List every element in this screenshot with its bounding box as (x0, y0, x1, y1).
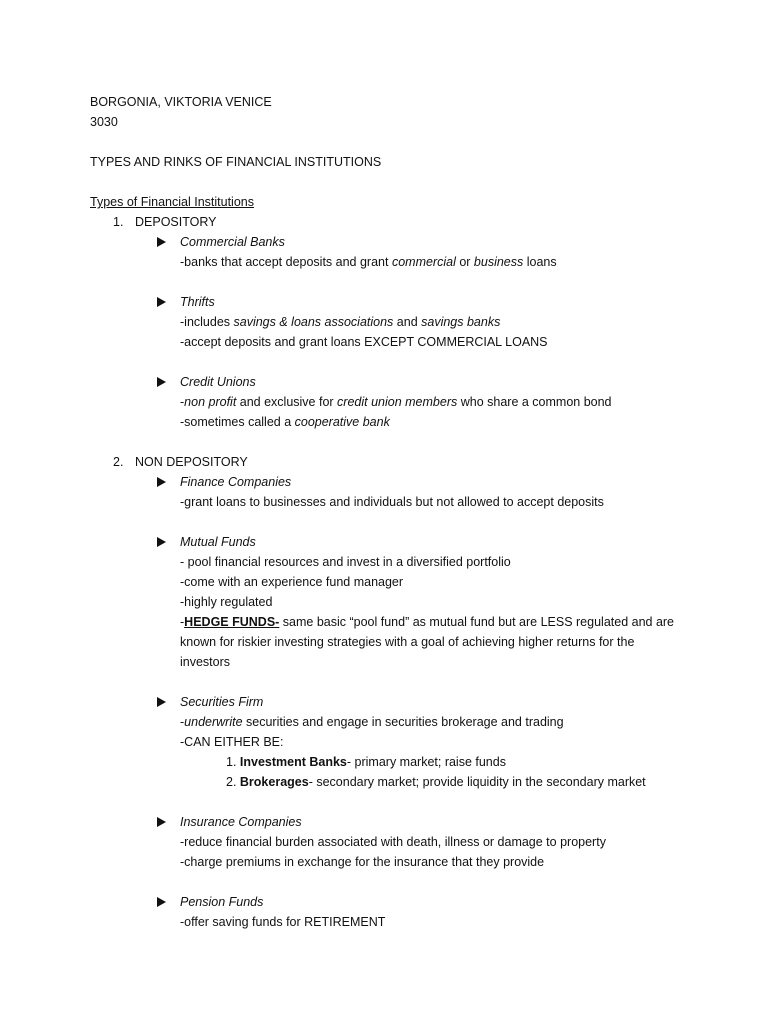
list-number: 2. (113, 455, 124, 469)
author-name: BORGONIA, VIKTORIA VENICE (90, 95, 272, 109)
item-title: Pension Funds (180, 895, 264, 909)
item-title: Securities Firm (180, 695, 264, 709)
bullet-arrow-icon (157, 294, 166, 310)
list-number: 1. (113, 215, 124, 229)
document-title: TYPES AND RINKS OF FINANCIAL INSTITUTIONS (90, 155, 382, 169)
item-title: Commercial Banks (180, 235, 285, 249)
item-description: -come with an experience fund manager (180, 575, 404, 589)
item-description: investors (180, 655, 231, 669)
item-description: -offer saving funds for RETIREMENT (180, 915, 386, 929)
item-description: -banks that accept deposits and grant commercial or business loans (180, 255, 557, 269)
bullet-arrow-icon (157, 894, 166, 910)
item-description: -highly regulated (180, 595, 273, 609)
section-heading: Types of Financial Institutions (90, 195, 254, 209)
sub-list-item: 1. Investment Banks- primary market; raise funds (226, 755, 506, 769)
item-description: known for riskier investing strategies with a goal of achieving higher returns for the (180, 635, 635, 649)
item-title: Credit Unions (180, 375, 256, 389)
bullet-arrow-icon (157, 694, 166, 710)
bullet-arrow-icon (157, 814, 166, 830)
item-description: -sometimes called a cooperative bank (180, 415, 390, 429)
item-description: -includes savings & loans associations and savings banks (180, 315, 501, 329)
item-description: -charge premiums in exchange for the insurance that they provide (180, 855, 545, 869)
category-label: DEPOSITORY (135, 215, 217, 229)
item-title: Thrifts (180, 295, 215, 309)
item-description: -CAN EITHER BE: (180, 735, 284, 749)
category-label: NON DEPOSITORY (135, 455, 248, 469)
bullet-arrow-icon (157, 534, 166, 550)
item-description: -reduce financial burden associated with death, illness or damage to property (180, 835, 606, 849)
section-number: 3030 (90, 115, 118, 129)
item-description: -HEDGE FUNDS- same basic “pool fund” as mutual fund but are LESS regulated and are (180, 615, 675, 629)
item-description: -underwrite securities and engage in securities brokerage and trading (180, 715, 564, 729)
bullet-arrow-icon (157, 234, 166, 250)
sub-list-item: 2. Brokerages- secondary market; provide liquidity in the secondary market (226, 775, 646, 789)
item-description: -non profit and exclusive for credit union members who share a common bond (180, 395, 612, 409)
item-title: Mutual Funds (180, 535, 256, 549)
item-description: -grant loans to businesses and individuals but not allowed to accept deposits (180, 495, 604, 509)
bullet-arrow-icon (157, 474, 166, 490)
item-title: Insurance Companies (180, 815, 302, 829)
item-description: -accept deposits and grant loans EXCEPT COMMERCIAL LOANS (180, 335, 548, 349)
item-description: - pool financial resources and invest in a diversified portfolio (180, 555, 511, 569)
bullet-arrow-icon (157, 374, 166, 390)
item-title: Finance Companies (180, 475, 292, 489)
